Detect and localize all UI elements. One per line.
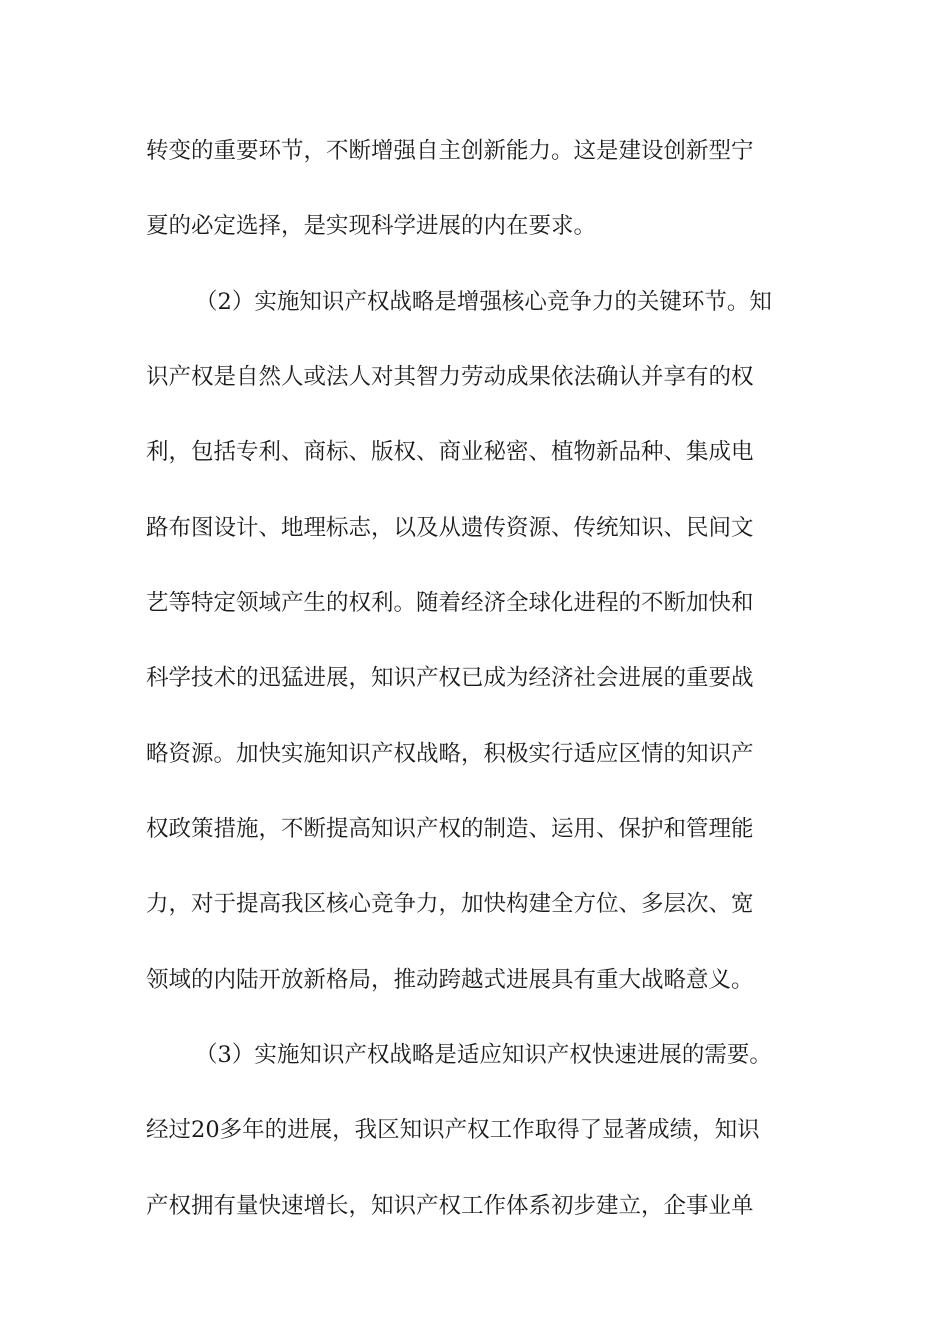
text-line: 权政策措施，不断提高知识产权的制造、运用、保护和管理能: [146, 816, 754, 842]
text-line: 夏的必定选择，是实现科学进展的内在要求。: [146, 213, 597, 239]
text-line: 领域的内陆开放新格局，推动跨越式进展具有重大战略意义。: [146, 967, 754, 993]
text-line: 路布图设计、地理标志，以及从遗传资源、传统知识、民间文: [146, 515, 754, 541]
text-line: 识产权是自然人或法人对其智力劳动成果依法确认并享有的权: [146, 364, 754, 390]
text-line: 转变的重要环节，不断增强自主创新能力。这是建设创新型宁: [146, 138, 754, 164]
text-line: 艺等特定领域产生的权利。随着经济全球化进程的不断加快和: [146, 590, 754, 616]
text-line: 产权拥有量快速增长，知识产权工作体系初步建立，企事业单: [146, 1193, 754, 1219]
text-line: 力，对于提高我区核心竞争力，加快构建全方位、多层次、宽: [146, 891, 754, 917]
text-line: 略资源。加快实施知识产权战略，积极实行适应区情的知识产: [146, 741, 754, 767]
text-line: 利，包括专利、商标、版权、商业秘密、植物新品种、集成电: [146, 439, 754, 465]
paragraph-2-heading-line: （2）实施知识产权战略是增强核心竞争力的关键环节。知: [195, 289, 772, 315]
text-line: 科学技术的迅猛进展，知识产权已成为经济社会进展的重要战: [146, 665, 754, 691]
paragraph-3-heading-line: （3）实施知识产权战略是适应知识产权快速进展的需要。: [195, 1042, 772, 1068]
text-line: 经过20多年的进展，我区知识产权工作取得了显著成绩，知识: [146, 1117, 760, 1143]
